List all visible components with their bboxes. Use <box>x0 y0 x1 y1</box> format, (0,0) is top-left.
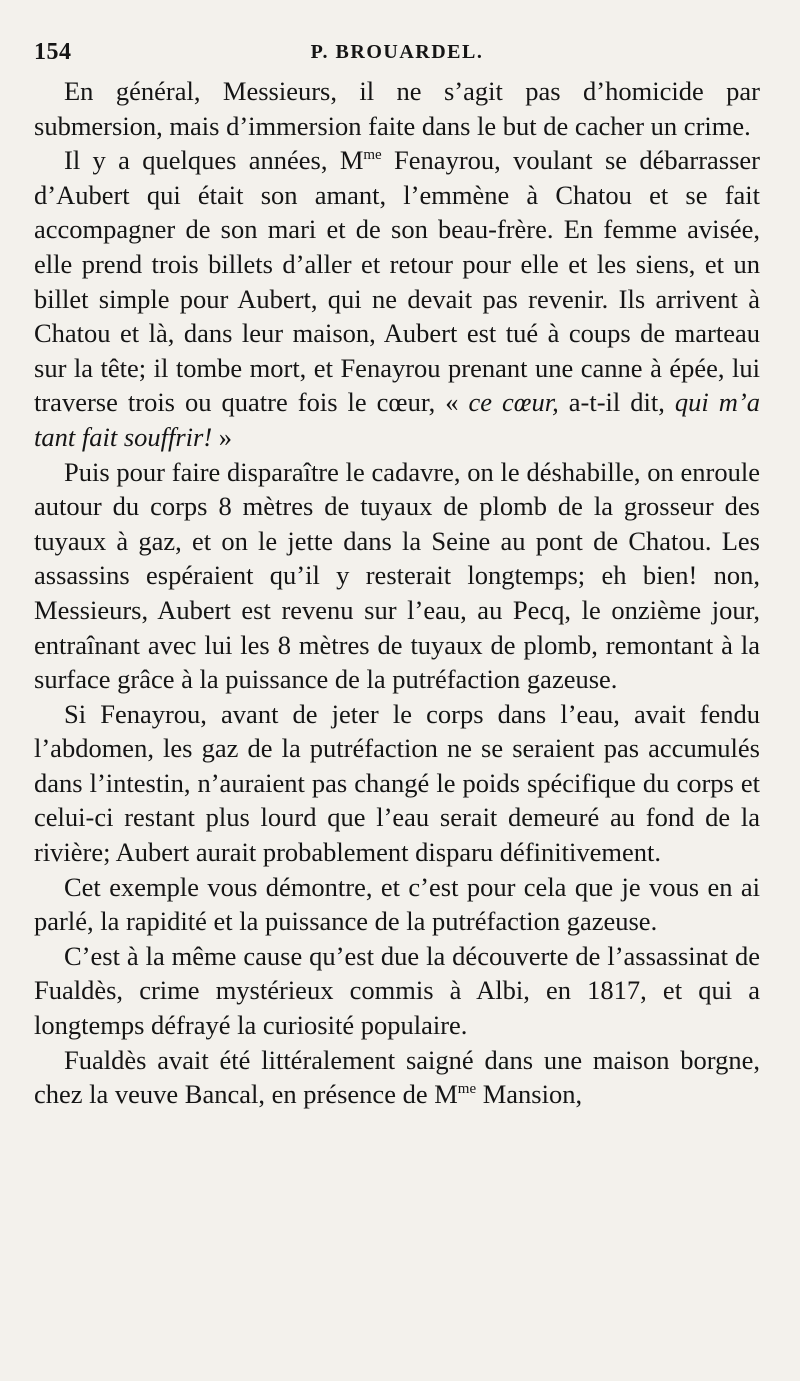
paragraph-2-text-d: » <box>212 421 233 452</box>
paragraph-2 <box>34 143 760 454</box>
paragraph-2-text-b: Fenayrou, voulant se débarrasser d’Aubert qui était son amant, l’emmène à Chatou et se fait accompagner de son mari et de son beau-frère. En femme avisée, elle prend trois billets d’aller et retour pour elle et les siens, et un billet simple pour Aubert, qui ne devait pas revenir. Ils arrivent à Chatou et là, dans leur maison, Aubert est tué à coups de marteau sur la tête; il tombe mort, et Fenayrou prenant une canne à épée, lui traverse trois ou quatre fois le cœur, « <box>34 145 761 418</box>
running-title: P. BROUARDEL. <box>310 41 484 63</box>
paragraph-7-text-b: Mansion, <box>476 1079 583 1110</box>
body-text <box>34 74 760 1112</box>
honorific-superscript: me <box>363 147 382 164</box>
quote-italic-2: qui m’a tant fait souffrir! <box>34 387 760 452</box>
paragraph-2-text-c: a-t-il dit, <box>558 387 675 418</box>
paragraph-6: C’est à la même cause qu’est due la découverte de l’assassinat de Fualdès, crime mystérieux commis à Albi, en 1817, et qui a longtemps défrayé la curiosité populaire. <box>34 940 760 1041</box>
paragraph-5: Cet exemple vous démontre, et c’est pour cela que je vous en ai parlé, la rapidité et la puissance de la putréfaction gazeuse. <box>34 871 760 937</box>
paragraph-2-text-a: Il y a quelques années, M <box>64 145 364 176</box>
quote-italic-1: ce cœur, <box>468 387 559 418</box>
paragraph-7-text-a: Fualdès avait été littéralement saigné dans une maison borgne, chez la veuve Bancal, en présence de M <box>34 1044 760 1110</box>
paragraph-1: En général, Messieurs, il ne s’agit pas d’homicide par submersion, mais d’immersion faite dans le but de cacher un crime. <box>34 76 760 141</box>
paragraph-3: Puis pour faire disparaître le cadavre, on le déshabille, on enroule autour du corps 8 mètres de tuyaux de plomb de la grosseur des tuyaux à gaz, et on le jette dans la Seine au pont de Chatou. Les assassins espéraient qu’il y resterait longtemps; eh bien! non, Messieurs, Aubert est revenu sur l’eau, au Pecq, le onzième jour, entraînant avec lui les 8 mètres de tuyaux de plomb, remontant à la surface grâce à la puissance de la putréfaction gazeuse. <box>34 456 760 695</box>
honorific-superscript: me <box>457 1081 477 1098</box>
paragraph-4: Si Fenayrou, avant de jeter le corps dans l’eau, avait fendu l’abdomen, les gaz de la putréfaction ne se seraient pas accumulés dans l’intestin, n’auraient pas changé le poids spécifique du corps et celui-ci restant plus lourd que l’eau serait demeuré au fond de la rivière; Aubert aurait probablement disparu définitivement. <box>34 698 760 868</box>
running-head <box>34 30 760 74</box>
page-number: 154 <box>34 39 72 65</box>
paragraph-7 <box>34 1043 760 1112</box>
